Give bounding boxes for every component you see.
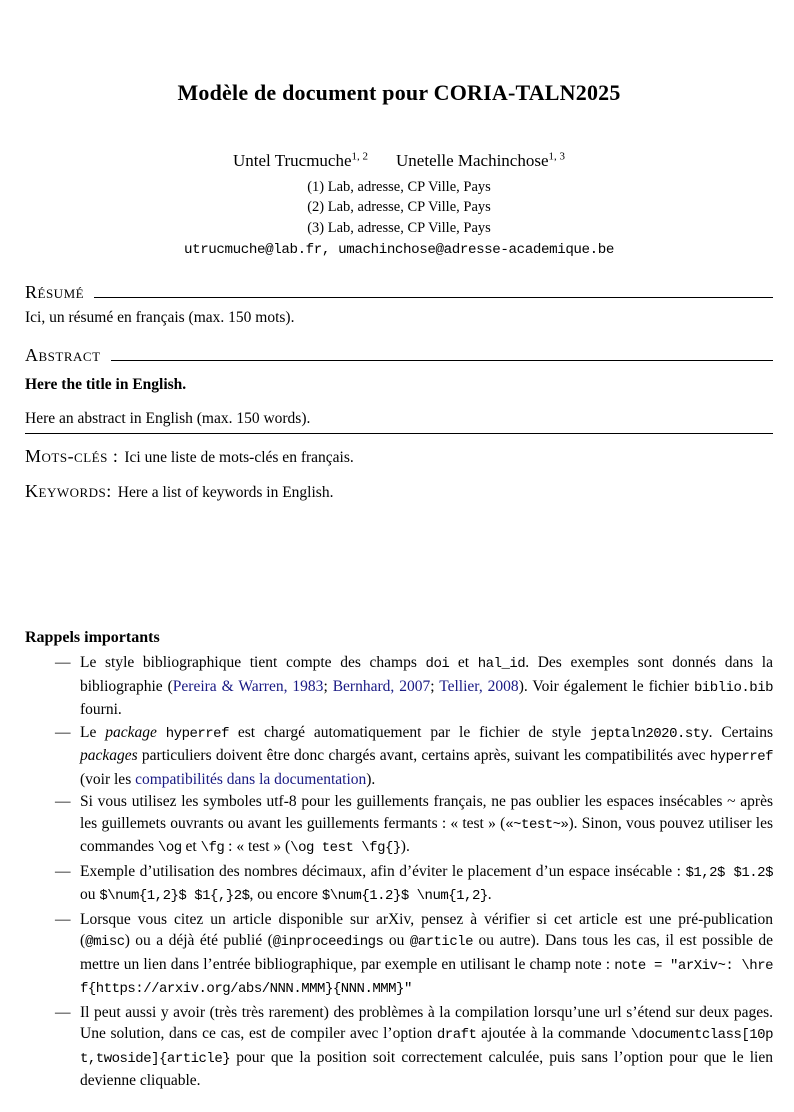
code-text: jeptaln2020.sty: [590, 725, 709, 742]
code-text: hal_id: [477, 656, 526, 673]
author-emails: utrucmuche@lab.fr, umachinchose@adresse-academique.be: [183, 242, 615, 259]
keywords-label: Keywords:: [25, 481, 112, 502]
author-name: Unetelle Machinchose$^{1, 3}$: [396, 150, 565, 170]
list-item: — Exemple d’utilisation des nombres décimaux, afin d’éviter le placement d’un espace insécable : $1,2$ $1.2$ ou $\num{1,2}$ $1{,}2$, ou encore $\num{1.2}$ \num{1,2}.: [55, 862, 773, 905]
list-item: — Le package hyperref est chargé automatiquement par le fichier de style jeptaln2020.sty. Certains packages particuliers doivent être donc chargés avant, certains après, suivant les compatibilités avec hyperref (voir les compatibilités dans la documentation).: [55, 723, 774, 788]
authors-line: [25, 150, 773, 171]
dash-bullet: —: [55, 910, 71, 928]
dash-bullet: —: [55, 723, 71, 741]
code-text: \og test \fg{}: [290, 840, 401, 857]
keywords-line: [25, 481, 773, 504]
affiliation-line: (3) Lab, adresse, CP Ville, Pays: [307, 219, 491, 236]
italic-text: package: [105, 723, 157, 741]
italic-text: packages: [80, 747, 138, 765]
code-text: «~test~»: [505, 816, 569, 833]
affiliation-line: (2) Lab, adresse, CP Ville, Pays: [307, 199, 491, 216]
abstract-rule: [111, 360, 773, 361]
hyperlink[interactable]: Tellier, 2008: [439, 677, 519, 695]
author-affiliation-marks: 1, 2: [351, 150, 369, 162]
affiliation-line: (1) Lab, adresse, CP Ville, Pays: [307, 178, 491, 195]
abstract-heading-row: [25, 345, 773, 365]
abstract-text: Here an abstract in English (max. 150 words).: [25, 408, 773, 434]
code-text: \og: [157, 840, 182, 857]
dash-bullet: —: [55, 1003, 71, 1021]
code-text: @misc: [85, 934, 125, 951]
code-text: $\num{1,2}$ $1{,}2$: [99, 888, 250, 905]
dash-bullet: —: [55, 793, 71, 811]
keywords-text: Here a list of keywords in English.: [117, 484, 334, 502]
code-text: @article: [409, 934, 474, 951]
english-title: Here the title in English.: [25, 376, 187, 394]
rappels-section: [25, 628, 773, 1092]
hyperlink[interactable]: Bernhard, 2007: [332, 677, 431, 695]
list-item: — Si vous utilisez les symboles utf-8 pour les guillements français, ne pas oublier les espaces insécables ~ après les guillemets ouvrants ou avant les guillements fermants : « test » («~test~»). Sinon, vous pouvez utiliser les commandes \og et \fg : « test » (\og test \fg{}).: [55, 793, 773, 857]
abstract-label: Abstract: [25, 345, 101, 366]
paper-title: Modèle de document pour CORIA-TALN2025: [177, 80, 621, 105]
code-text: $\num{1.2}$ \num{1,2}: [321, 888, 488, 905]
code-text: \fg: [200, 840, 225, 857]
list-item: — Lorsque vous citez un article disponible sur arXiv, pensez à vérifier si cet article est une pré-publication (@misc) ou a déjà été publié (@inproceedings ou @article ou autre). Dans tous les cas, il est possible de mettre un lien dans l’entrée bibliographique, par exemple en utilisant le champ note : note = "arXiv~: \href{https://arxiv.org/abs/NNN.MMM}{NNN.MMM}": [55, 910, 774, 998]
affiliations: [25, 177, 773, 239]
rappels-list: [25, 652, 773, 1092]
dash-bullet: —: [55, 862, 71, 880]
hyperlink[interactable]: compatibilités dans la documentation: [135, 770, 367, 788]
motscles-text: Ici une liste de mots-clés en français.: [124, 449, 354, 467]
list-item: — Le style bibliographique tient compte des champs doi et hal_id. Des exemples sont donnés dans la bibliographie (Pereira & Warren, 1983; Bernhard, 2007; Tellier, 2008). Voir également le fichier biblio.bib fourni.: [55, 654, 774, 719]
list-item: — Il peut aussi y avoir (très très rarement) des problèmes à la compilation lorsqu’une url s’étend sur deux pages. Une solution, dans ce cas, est de compiler avec l’option draft ajoutée à la commande \documentclass[10pt,twoside]{article} pour que la position soit correctement calculée, puis sans l’option pour que le lien devienne cliquable.: [55, 1003, 773, 1090]
hyperlink[interactable]: Pereira & Warren, 1983: [172, 677, 324, 695]
resume-heading-row: [25, 282, 773, 302]
code-text: biblio.bib: [694, 679, 774, 696]
code-text: hyperref: [165, 725, 229, 742]
author-affiliation-marks: 1, 3: [548, 150, 565, 162]
author-name: Untel Trucmuche$^{1, 2}$: [233, 150, 369, 170]
code-text: note = "arXiv~: \href{https://arxiv.org/abs/NNN.MMM}{NNN.MMM}": [80, 957, 773, 998]
resume-label: Résumé: [25, 282, 85, 303]
abstract-block: [25, 282, 773, 504]
resume-rule: [94, 297, 773, 298]
rappels-heading: Rappels importants: [25, 629, 160, 647]
code-text: \documentclass[10pt,twoside]{article}: [80, 1027, 773, 1067]
motscles-line: [25, 446, 773, 469]
code-text: $1,2$ $1.2$: [685, 864, 773, 881]
code-text: hyperref: [709, 749, 773, 766]
motscles-label: Mots-clés :: [25, 446, 119, 467]
dash-bullet: —: [55, 654, 71, 672]
code-text: draft: [436, 1027, 477, 1044]
resume-text: Ici, un résumé en français (max. 150 mots).: [25, 309, 295, 327]
code-text: @inproceedings: [272, 934, 384, 951]
code-text: doi: [425, 656, 450, 673]
